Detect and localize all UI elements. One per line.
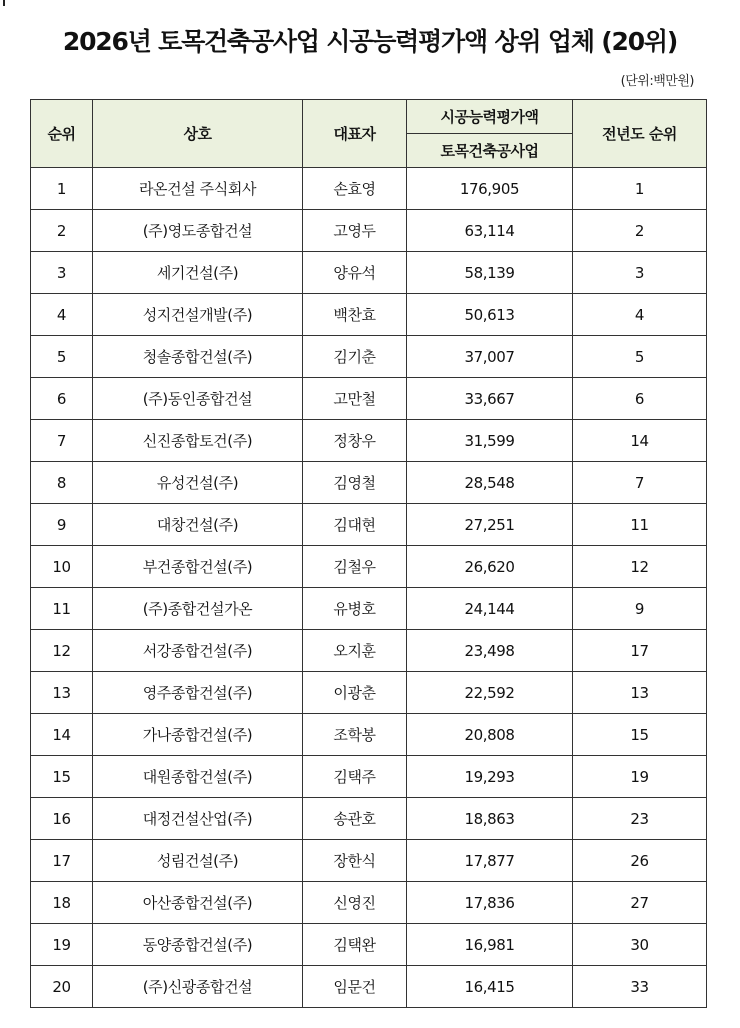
rank-cell: 20 (31, 966, 93, 1008)
prev-rank-cell: 5 (573, 336, 707, 378)
company-cell: 성림건설(주) (93, 840, 303, 882)
company-cell: 라온건설 주식회사 (93, 168, 303, 210)
rank-cell: 15 (31, 756, 93, 798)
valuation-cell: 19,293 (407, 756, 573, 798)
valuation-cell: 58,139 (407, 252, 573, 294)
ceo-cell: 고영두 (303, 210, 407, 252)
prev-rank-cell: 7 (573, 462, 707, 504)
valuation-cell: 24,144 (407, 588, 573, 630)
ranking-table (30, 99, 707, 1008)
prev-rank-cell: 1 (573, 168, 707, 210)
table-row (31, 714, 707, 756)
valuation-cell: 16,981 (407, 924, 573, 966)
prev-rank-cell: 4 (573, 294, 707, 336)
valuation-cell: 63,114 (407, 210, 573, 252)
table-row (31, 294, 707, 336)
prev-rank-cell: 3 (573, 252, 707, 294)
valuation-cell: 17,836 (407, 882, 573, 924)
ceo-cell: 임문건 (303, 966, 407, 1008)
ceo-cell: 김기춘 (303, 336, 407, 378)
company-cell: 영주종합건설(주) (93, 672, 303, 714)
table-row (31, 882, 707, 924)
prev-rank-cell: 11 (573, 504, 707, 546)
table-body (31, 168, 707, 1008)
ceo-cell: 장한식 (303, 840, 407, 882)
valuation-cell: 16,415 (407, 966, 573, 1008)
ceo-cell: 김영철 (303, 462, 407, 504)
valuation-cell: 33,667 (407, 378, 573, 420)
table-row (31, 462, 707, 504)
prev-rank-cell: 17 (573, 630, 707, 672)
prev-rank-cell: 33 (573, 966, 707, 1008)
company-cell: (주)신광종합건설 (93, 966, 303, 1008)
company-cell: 대원종합건설(주) (93, 756, 303, 798)
ceo-cell: 신영진 (303, 882, 407, 924)
corner-mark (3, 0, 5, 6)
prev-rank-cell: 6 (573, 378, 707, 420)
valuation-cell: 18,863 (407, 798, 573, 840)
rank-cell: 19 (31, 924, 93, 966)
company-cell: 가나종합건설(주) (93, 714, 303, 756)
rank-cell: 18 (31, 882, 93, 924)
rank-cell: 1 (31, 168, 93, 210)
ceo-cell: 유병호 (303, 588, 407, 630)
table-row (31, 798, 707, 840)
prev-rank-cell: 15 (573, 714, 707, 756)
prev-rank-cell: 27 (573, 882, 707, 924)
valuation-cell: 37,007 (407, 336, 573, 378)
valuation-cell: 176,905 (407, 168, 573, 210)
table-row (31, 336, 707, 378)
prev-rank-cell: 19 (573, 756, 707, 798)
rank-cell: 2 (31, 210, 93, 252)
company-cell: 청솔종합건설(주) (93, 336, 303, 378)
valuation-cell: 50,613 (407, 294, 573, 336)
header-valuation-group: 시공능력평가액 (407, 100, 573, 134)
table-row (31, 420, 707, 462)
prev-rank-cell: 30 (573, 924, 707, 966)
company-cell: 세기건설(주) (93, 252, 303, 294)
rank-cell: 16 (31, 798, 93, 840)
document-title: 2026년 토목건축공사업 시공능력평가액 상위 업체 (20위) (62, 27, 678, 56)
ceo-cell: 김택완 (303, 924, 407, 966)
rank-cell: 13 (31, 672, 93, 714)
table-row (31, 924, 707, 966)
prev-rank-cell: 9 (573, 588, 707, 630)
valuation-cell: 20,808 (407, 714, 573, 756)
company-cell: 신진종합토건(주) (93, 420, 303, 462)
rank-cell: 6 (31, 378, 93, 420)
table-row (31, 756, 707, 798)
prev-rank-cell: 26 (573, 840, 707, 882)
table-row (31, 630, 707, 672)
rank-cell: 3 (31, 252, 93, 294)
ceo-cell: 김택주 (303, 756, 407, 798)
table-row (31, 840, 707, 882)
table-row (31, 168, 707, 210)
company-cell: (주)동인종합건설 (93, 378, 303, 420)
company-cell: (주)종합건설가온 (93, 588, 303, 630)
company-cell: 성지건설개발(주) (93, 294, 303, 336)
table-row (31, 210, 707, 252)
company-cell: 동양종합건설(주) (93, 924, 303, 966)
table-row (31, 672, 707, 714)
valuation-cell: 22,592 (407, 672, 573, 714)
prev-rank-cell: 2 (573, 210, 707, 252)
ceo-cell: 김대현 (303, 504, 407, 546)
prev-rank-cell: 23 (573, 798, 707, 840)
prev-rank-cell: 13 (573, 672, 707, 714)
valuation-cell: 17,877 (407, 840, 573, 882)
rank-cell: 9 (31, 504, 93, 546)
header-ceo: 대표자 (303, 100, 407, 168)
header-prev-rank: 전년도 순위 (573, 100, 707, 168)
valuation-cell: 31,599 (407, 420, 573, 462)
ceo-cell: 정창우 (303, 420, 407, 462)
ceo-cell: 김철우 (303, 546, 407, 588)
valuation-cell: 27,251 (407, 504, 573, 546)
rank-cell: 12 (31, 630, 93, 672)
header-rank: 순위 (31, 100, 93, 168)
table-row (31, 588, 707, 630)
table-row (31, 504, 707, 546)
ceo-cell: 조학봉 (303, 714, 407, 756)
company-cell: 유성건설(주) (93, 462, 303, 504)
rank-cell: 17 (31, 840, 93, 882)
table-row (31, 546, 707, 588)
ceo-cell: 이광춘 (303, 672, 407, 714)
ceo-cell: 고만철 (303, 378, 407, 420)
company-cell: (주)영도종합건설 (93, 210, 303, 252)
rank-cell: 5 (31, 336, 93, 378)
rank-cell: 14 (31, 714, 93, 756)
rank-cell: 11 (31, 588, 93, 630)
rank-cell: 7 (31, 420, 93, 462)
prev-rank-cell: 12 (573, 546, 707, 588)
table-header (31, 100, 707, 168)
ceo-cell: 손효영 (303, 168, 407, 210)
company-cell: 대정건설산업(주) (93, 798, 303, 840)
company-cell: 대창건설(주) (93, 504, 303, 546)
ceo-cell: 백찬효 (303, 294, 407, 336)
valuation-cell: 26,620 (407, 546, 573, 588)
rank-cell: 10 (31, 546, 93, 588)
ceo-cell: 오지훈 (303, 630, 407, 672)
unit-label: (단위:백만원) (620, 74, 694, 89)
table-row (31, 966, 707, 1008)
company-cell: 서강종합건설(주) (93, 630, 303, 672)
table-row (31, 378, 707, 420)
company-cell: 부건종합건설(주) (93, 546, 303, 588)
ceo-cell: 양유석 (303, 252, 407, 294)
rank-cell: 8 (31, 462, 93, 504)
prev-rank-cell: 14 (573, 420, 707, 462)
valuation-cell: 28,548 (407, 462, 573, 504)
ceo-cell: 송관호 (303, 798, 407, 840)
header-civil-architecture: 토목건축공사업 (407, 134, 573, 168)
header-company: 상호 (93, 100, 303, 168)
company-cell: 아산종합건설(주) (93, 882, 303, 924)
rank-cell: 4 (31, 294, 93, 336)
table-row (31, 252, 707, 294)
valuation-cell: 23,498 (407, 630, 573, 672)
